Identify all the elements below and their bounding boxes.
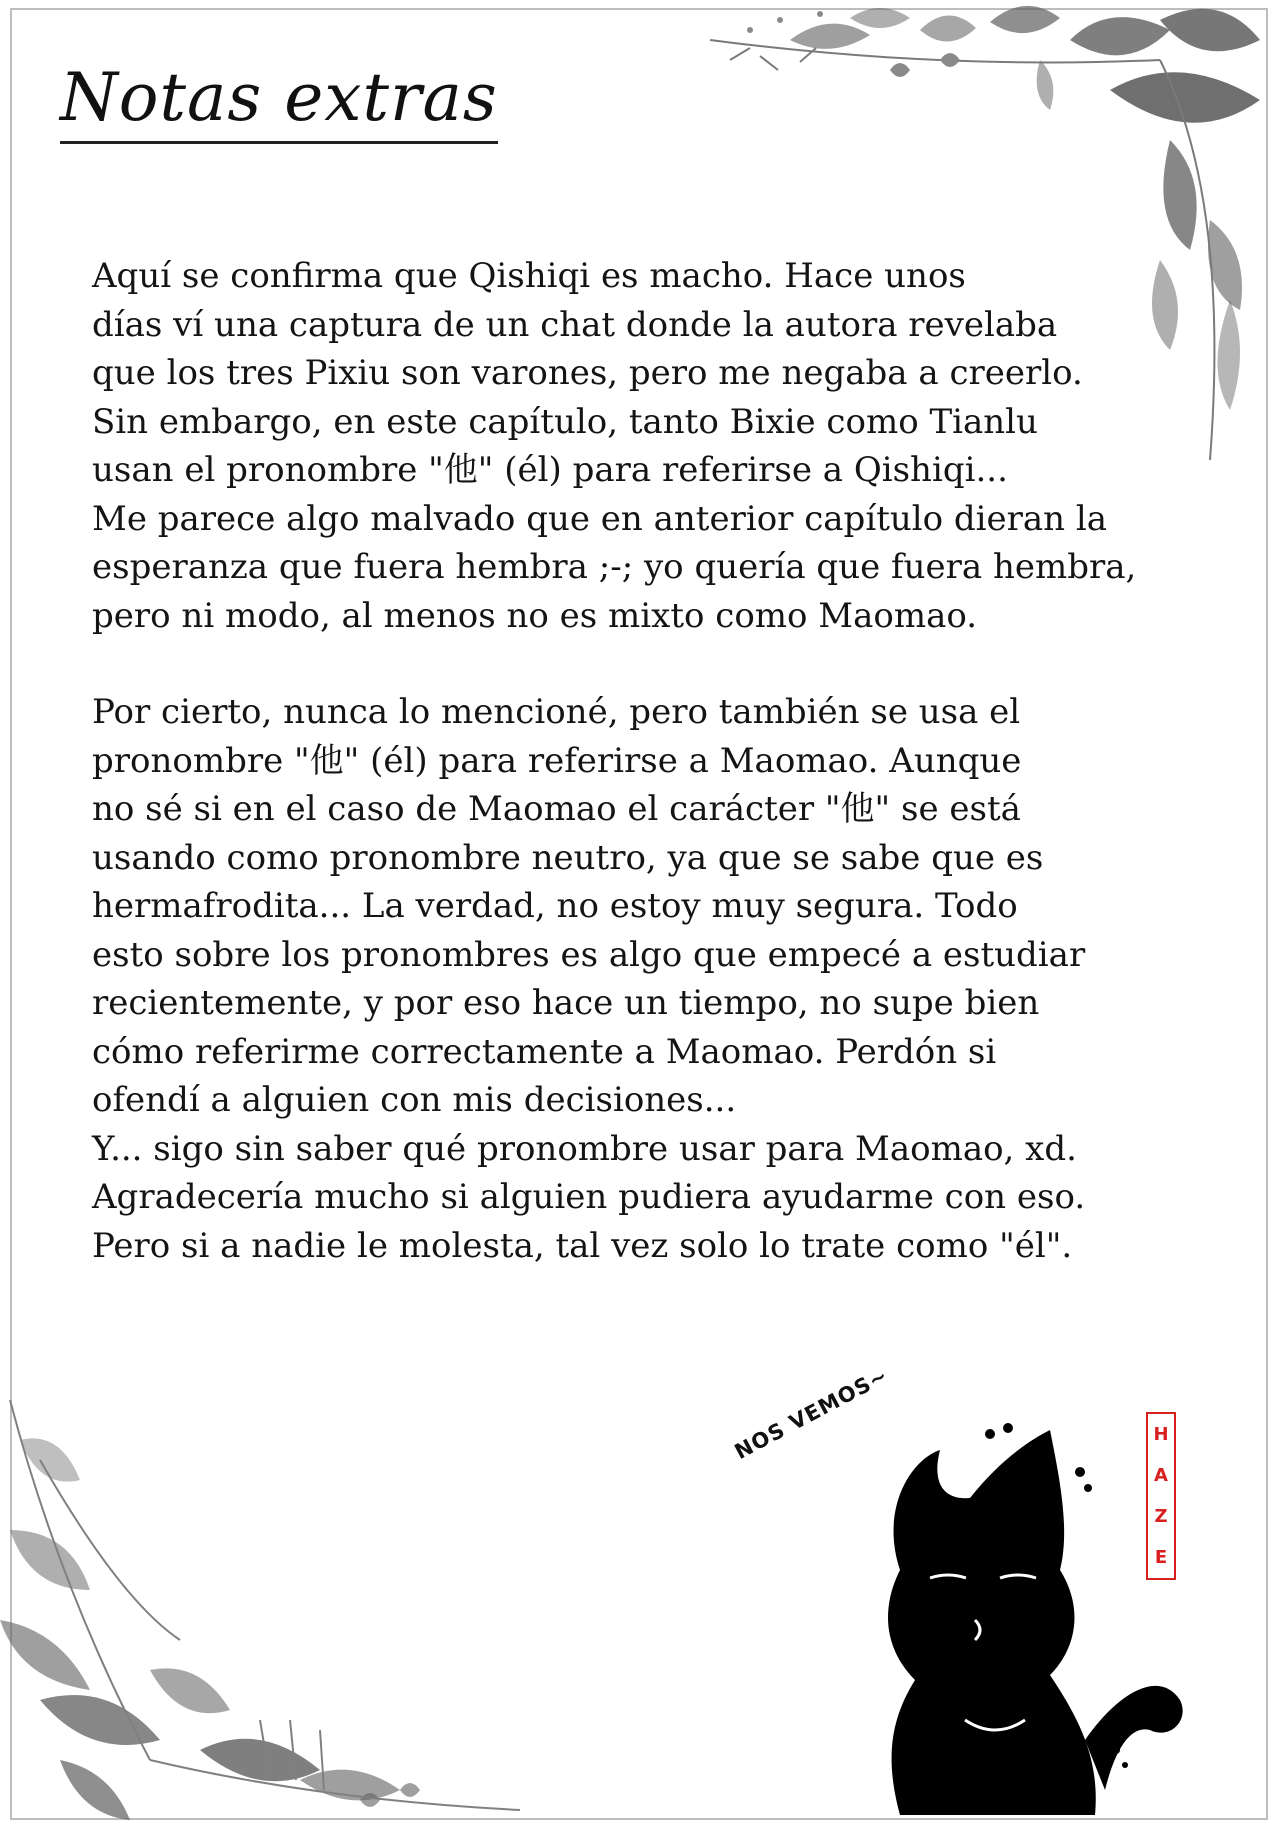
text-line: usando como pronombre neutro, ya que se sabe que es	[92, 837, 1044, 878]
text-line: Me parece algo malvado que en anterior capítulo dieran la	[92, 498, 1108, 539]
seal-letter: Z	[1154, 1505, 1168, 1527]
text-line: Sin embargo, en este capítulo, tanto Bixie como Tianlu	[92, 401, 1038, 442]
text-line: Aquí se confirma que Qishiqi es macho. Hace unos	[92, 256, 966, 296]
text-line: esperanza que fuera hembra ;-; yo quería que fuera hembra,	[92, 547, 1137, 587]
text-line: Y... sigo sin saber qué pronombre usar para Maomao, xd.	[92, 1128, 1077, 1169]
artist-seal-stamp	[1146, 1412, 1176, 1580]
text-line: hermafrodita... La verdad, no estoy muy segura. Todo	[92, 886, 1018, 926]
seal-letter: A	[1154, 1464, 1168, 1486]
seal-letter: H	[1153, 1423, 1169, 1445]
text-line: Agradecería mucho si alguien pudiera ayudarme con eso.	[92, 1177, 1086, 1217]
text-line: días ví una captura de un chat donde la autora revelaba	[92, 304, 1058, 345]
text-line: esto sobre los pronombres es algo que empecé a estudiar	[92, 934, 1086, 975]
paragraph-maomao	[92, 688, 1152, 1270]
page-title: Notas extras	[60, 62, 498, 144]
text-line: recientemente, y por eso hace un tiempo, no supe bien	[92, 983, 1040, 1023]
notes-body	[92, 252, 1152, 1270]
text-line: pero ni modo, al menos no es mixto como Maomao.	[92, 595, 978, 636]
foliage-bottom-left-decoration	[0, 1340, 560, 1831]
text-line: Por cierto, nunca lo mencioné, pero también se usa el	[92, 692, 1021, 732]
text-line: cómo referirme correctamente a Maomao. Perdón si	[92, 1031, 997, 1072]
paragraph-qishiqi	[92, 252, 1152, 640]
text-line: no sé si en el caso de Maomao el carácter "他" se está	[92, 789, 1021, 829]
seal-letter: E	[1154, 1546, 1168, 1568]
cat-silhouette-icon	[860, 1420, 1190, 1820]
text-line: pronombre "他" (él) para referirse a Maomao. Aunque	[92, 740, 1022, 781]
text-line: Pero si a nadie le molesta, tal vez solo lo trate como "él".	[92, 1225, 1073, 1266]
text-line: usan el pronombre "他" (él) para referirse a Qishiqi...	[92, 450, 1008, 490]
text-line: ofendí a alguien con mis decisiones...	[92, 1080, 737, 1120]
text-line: que los tres Pixiu son varones, pero me negaba a creerlo.	[92, 353, 1083, 393]
paragraph-spacer	[92, 640, 1152, 688]
farewell-text: NOS VEMOS~	[730, 1363, 893, 1464]
